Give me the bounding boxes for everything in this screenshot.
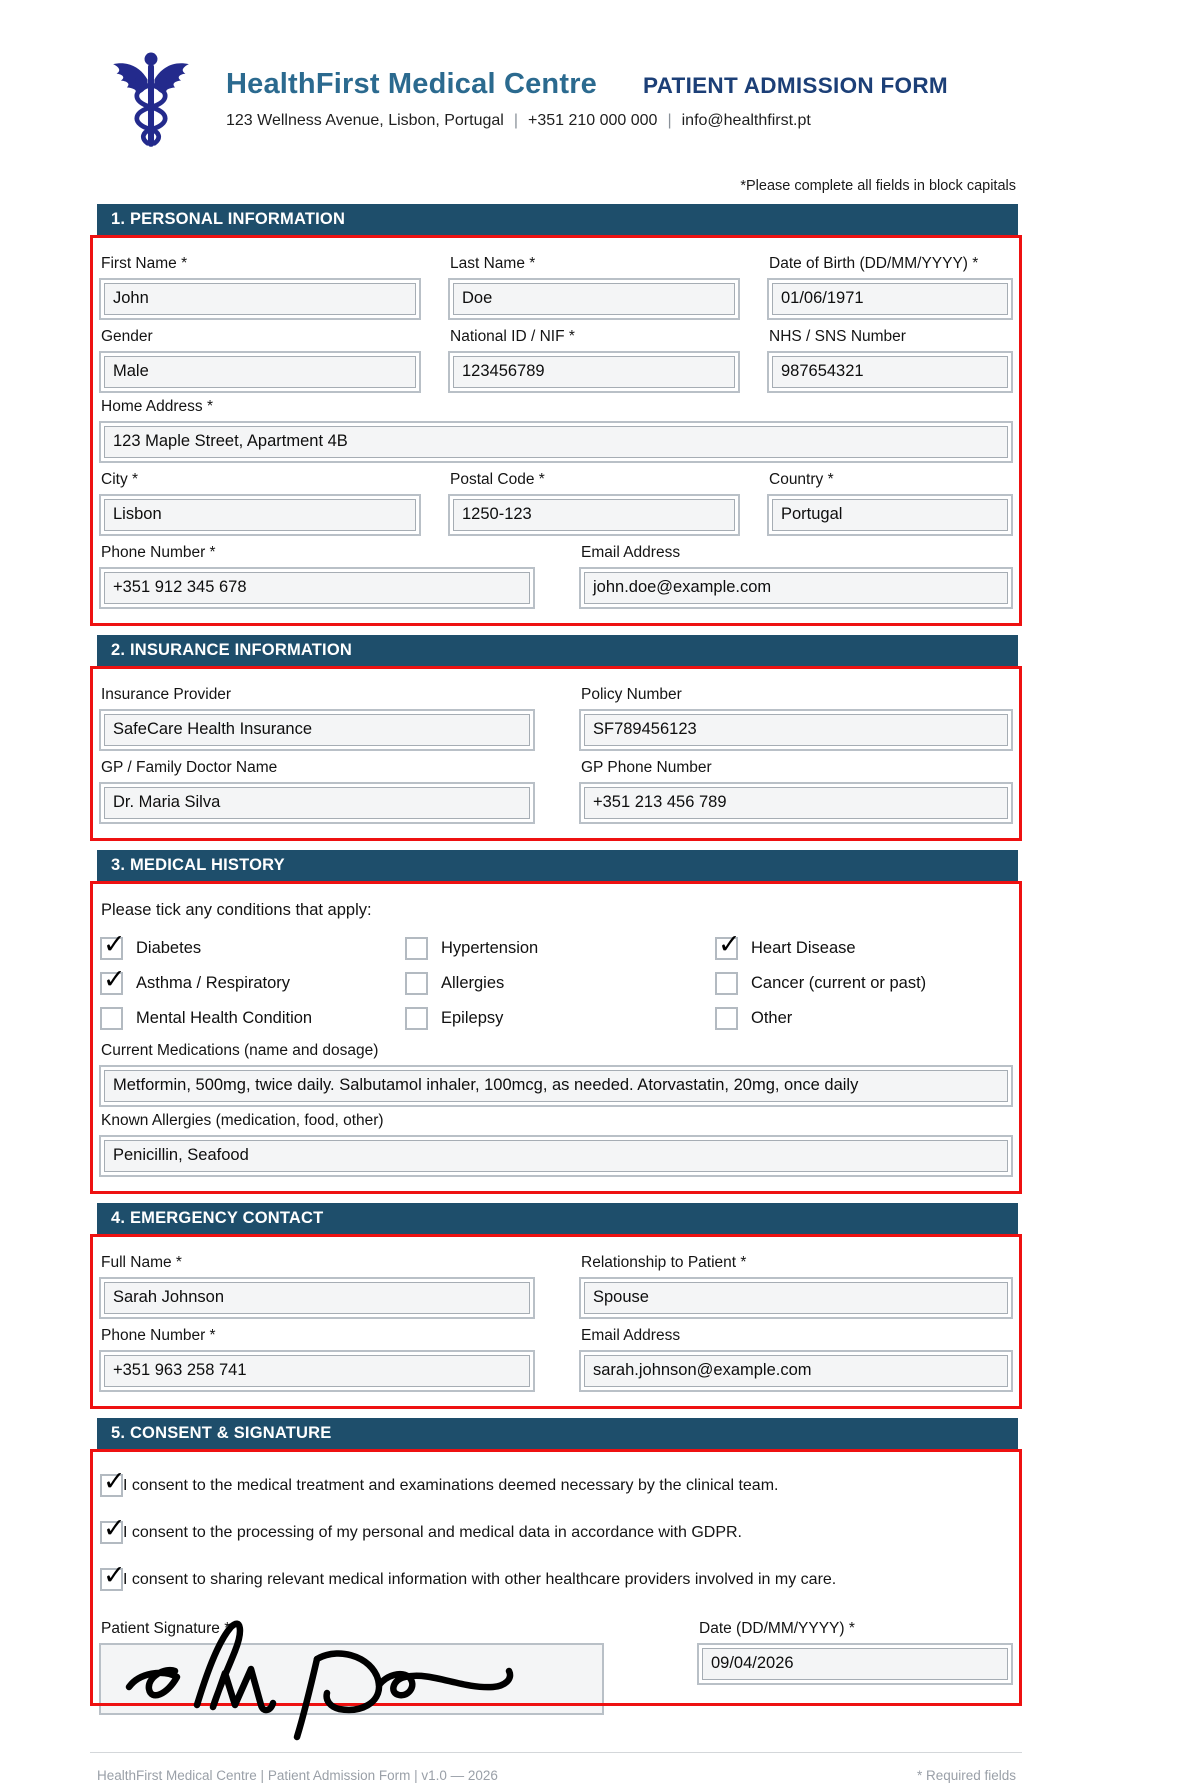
form-masthead xyxy=(108,50,1191,154)
home-address-label: Home Address * xyxy=(101,398,213,415)
field-signature-date xyxy=(697,1615,1013,1703)
date-of-birth-label: Date of Birth (DD/MM/YYYY) * xyxy=(769,255,979,272)
clinic-address: 123 Wellness Avenue, Lisbon, Portugal xyxy=(226,112,504,129)
other-checkbox[interactable] xyxy=(715,1007,738,1030)
section-insurance-body xyxy=(90,666,1022,841)
nhs-number-label: NHS / SNS Number xyxy=(769,328,906,345)
last-name-label: Last Name * xyxy=(450,255,536,272)
national-id-label: National ID / NIF * xyxy=(450,328,575,345)
clinic-phone: +351 210 000 000 xyxy=(527,112,658,129)
field-city xyxy=(99,466,421,536)
consent-text: I consent to the medical treatment and examinations deemed necessary by the clinical team. xyxy=(123,1476,779,1494)
section-personal-header: 1. PERSONAL INFORMATION xyxy=(97,204,1018,235)
emergency-full-name-input[interactable] xyxy=(99,1277,535,1319)
national-id-value[interactable]: 123456789 xyxy=(453,356,735,388)
field-nhs-number xyxy=(767,323,1013,393)
caduceus-logo-svg xyxy=(108,50,194,154)
field-first-name xyxy=(99,250,421,320)
emergency-phone-input[interactable] xyxy=(99,1350,535,1392)
diabetes-checkbox[interactable] xyxy=(100,929,126,960)
gp-name-label: GP / Family Doctor Name xyxy=(101,759,278,776)
policy-number-value[interactable]: SF789456123 xyxy=(584,714,1008,746)
current-medications-label: Current Medications (name and dosage) xyxy=(101,1042,379,1059)
conditions-grid xyxy=(100,929,1013,1030)
gender-input[interactable] xyxy=(99,351,421,393)
brand-line xyxy=(226,68,948,101)
separator: | xyxy=(667,112,672,129)
patient-signature-label: Patient Signature * xyxy=(101,1620,231,1637)
first-name-input[interactable] xyxy=(99,278,421,320)
footer-left-text: HealthFirst Medical Centre | Patient Admission Form | v1.0 — 2026 xyxy=(97,1768,498,1783)
field-national-id xyxy=(448,323,740,393)
heart-disease-checkbox[interactable] xyxy=(715,929,741,960)
known-allergies-label: Known Allergies (medication, food, other) xyxy=(101,1112,384,1129)
section-insurance-information xyxy=(90,635,1022,841)
phone-number-label: Phone Number * xyxy=(101,544,216,561)
consent-text: I consent to the processing of my personal and medical data in accordance with GDPR. xyxy=(123,1523,742,1541)
city-value[interactable]: Lisbon xyxy=(104,499,416,531)
first-name-label: First Name * xyxy=(101,255,188,272)
emergency-email-value[interactable]: sarah.johnson@example.com xyxy=(584,1355,1008,1387)
country-value[interactable]: Portugal xyxy=(772,499,1008,531)
policy-number-input[interactable] xyxy=(579,709,1013,751)
section-emergency-header: 4. EMERGENCY CONTACT xyxy=(97,1203,1018,1234)
field-patient-signature xyxy=(99,1615,604,1703)
checkmark-icon: ✓ xyxy=(103,929,126,959)
insurance-provider-input[interactable] xyxy=(99,709,535,751)
section-insurance-header: 2. INSURANCE INFORMATION xyxy=(97,635,1018,666)
gp-phone-input[interactable] xyxy=(579,782,1013,824)
known-allergies-input[interactable] xyxy=(99,1135,1013,1177)
checkmark-icon: ✓ xyxy=(103,964,126,994)
gender-value[interactable]: Male xyxy=(104,356,416,388)
signature-date-value[interactable]: 09/04/2026 xyxy=(702,1648,1008,1680)
mental-health-checkbox[interactable] xyxy=(100,1007,123,1030)
section-medical-body xyxy=(90,881,1022,1194)
condition-epilepsy[interactable] xyxy=(405,1007,715,1030)
field-phone-number xyxy=(99,539,535,609)
country-label: Country * xyxy=(769,471,834,488)
clinic-name: HealthFirst Medical Centre xyxy=(226,68,598,100)
signature-date-row xyxy=(99,1615,1013,1703)
consent-gdpr-checkbox[interactable] xyxy=(100,1513,126,1544)
email-address-label: Email Address xyxy=(581,544,681,561)
consent-item-sharing[interactable] xyxy=(100,1560,1013,1591)
epilepsy-checkbox[interactable] xyxy=(405,1007,428,1030)
field-gender xyxy=(99,323,421,393)
condition-other[interactable] xyxy=(715,1007,1013,1030)
field-gp-name xyxy=(99,754,535,824)
checkmark-icon: ✓ xyxy=(103,1466,126,1496)
phone-number-input[interactable] xyxy=(99,567,535,609)
asthma-checkbox[interactable] xyxy=(100,964,126,995)
section-personal-body xyxy=(90,235,1022,626)
gp-name-value[interactable]: Dr. Maria Silva xyxy=(104,787,530,819)
condition-asthma-respiratory[interactable] xyxy=(100,964,405,995)
signature-date-input[interactable] xyxy=(697,1643,1013,1685)
national-id-input[interactable] xyxy=(448,351,740,393)
nhs-number-value[interactable]: 987654321 xyxy=(772,356,1008,388)
condition-label: Asthma / Respiratory xyxy=(136,974,291,992)
gp-name-input[interactable] xyxy=(99,782,535,824)
field-policy-number xyxy=(579,681,1013,751)
field-emergency-email xyxy=(579,1322,1013,1392)
clinic-email: info@healthfirst.pt xyxy=(681,112,811,129)
last-name-value[interactable]: Doe xyxy=(453,283,735,315)
consent-item-treatment[interactable] xyxy=(100,1466,1013,1497)
condition-label: Allergies xyxy=(441,974,505,992)
condition-label: Cancer (current or past) xyxy=(751,974,927,992)
patient-signature-field[interactable] xyxy=(99,1643,604,1715)
policy-number-label: Policy Number xyxy=(581,686,682,703)
city-label: City * xyxy=(101,471,139,488)
emergency-email-label: Email Address xyxy=(581,1327,681,1344)
page-footer xyxy=(90,1752,1022,1783)
email-address-input[interactable] xyxy=(579,567,1013,609)
condition-label: Hypertension xyxy=(441,939,539,957)
postal-code-value[interactable]: 1250-123 xyxy=(453,499,735,531)
condition-heart-disease[interactable] xyxy=(715,929,1013,960)
hypertension-checkbox[interactable] xyxy=(405,937,428,960)
condition-allergies[interactable] xyxy=(405,972,715,995)
field-insurance-provider xyxy=(99,681,535,751)
clinic-contact-line xyxy=(226,112,948,130)
signature-date-label: Date (DD/MM/YYYY) * xyxy=(699,1620,855,1637)
condition-label: Mental Health Condition xyxy=(136,1009,313,1027)
phone-number-value[interactable]: +351 912 345 678 xyxy=(104,572,530,604)
emergency-phone-value[interactable]: +351 963 258 741 xyxy=(104,1355,530,1387)
section-medical-header: 3. MEDICAL HISTORY xyxy=(97,850,1018,881)
header-text-block xyxy=(226,50,948,130)
current-medications-value[interactable]: Metformin, 500mg, twice daily. Salbutamol inhaler, 100mcg, as needed. Atorvastatin, 20mg, once daily xyxy=(104,1070,1008,1102)
country-input[interactable] xyxy=(767,494,1013,536)
field-date-of-birth xyxy=(767,250,1013,320)
condition-diabetes[interactable] xyxy=(100,929,405,960)
condition-label: Diabetes xyxy=(136,939,202,957)
known-allergies-value[interactable]: Penicillin, Seafood xyxy=(104,1140,1008,1172)
section-emergency-body xyxy=(90,1234,1022,1409)
condition-hypertension[interactable] xyxy=(405,937,715,960)
first-name-value[interactable]: John xyxy=(104,283,416,315)
condition-label: Other xyxy=(751,1009,793,1027)
field-known-allergies xyxy=(99,1112,1013,1177)
consent-item-gdpr[interactable] xyxy=(100,1513,1013,1544)
section-medical-history xyxy=(90,850,1022,1194)
field-emergency-phone xyxy=(99,1322,535,1392)
email-address-value[interactable]: john.doe@example.com xyxy=(584,572,1008,604)
gp-phone-value[interactable]: +351 213 456 789 xyxy=(584,787,1008,819)
section-emergency-contact xyxy=(90,1203,1022,1409)
field-email-address xyxy=(579,539,1013,609)
home-address-input[interactable] xyxy=(99,421,1013,463)
field-country xyxy=(767,466,1013,536)
checkmark-icon: ✓ xyxy=(718,929,741,959)
section-consent-header: 5. CONSENT & SIGNATURE xyxy=(97,1418,1018,1449)
nhs-number-input[interactable] xyxy=(767,351,1013,393)
section-personal-information xyxy=(90,204,1022,626)
consent-treatment-checkbox[interactable] xyxy=(100,1466,126,1497)
condition-label: Epilepsy xyxy=(441,1009,504,1027)
date-of-birth-value[interactable]: 01/06/1971 xyxy=(772,283,1008,315)
gp-phone-label: GP Phone Number xyxy=(581,759,712,776)
allergies-checkbox[interactable] xyxy=(405,972,428,995)
relationship-label: Relationship to Patient * xyxy=(581,1254,747,1271)
conditions-instruction: Please tick any conditions that apply: xyxy=(101,901,372,919)
postal-code-label: Postal Code * xyxy=(450,471,545,488)
block-capitals-note: *Please complete all fields in block capitals xyxy=(740,178,1016,194)
footer-required-note: * Required fields xyxy=(916,1768,1016,1783)
field-home-address xyxy=(99,398,1013,463)
postal-code-input[interactable] xyxy=(448,494,740,536)
field-emergency-full-name xyxy=(99,1249,535,1319)
current-medications-input[interactable] xyxy=(99,1065,1013,1107)
emergency-full-name-value[interactable]: Sarah Johnson xyxy=(104,1282,530,1314)
separator: | xyxy=(513,112,518,129)
page-title: PATIENT ADMISSION FORM xyxy=(643,73,948,98)
section-consent-signature xyxy=(90,1418,1022,1706)
emergency-email-input[interactable] xyxy=(579,1350,1013,1392)
condition-label: Heart Disease xyxy=(751,939,856,957)
emergency-phone-label: Phone Number * xyxy=(101,1327,216,1344)
date-of-birth-input[interactable] xyxy=(767,278,1013,320)
condition-mental-health[interactable] xyxy=(100,1007,405,1030)
relationship-input[interactable] xyxy=(579,1277,1013,1319)
city-input[interactable] xyxy=(99,494,421,536)
field-postal-code xyxy=(448,466,740,536)
field-current-medications xyxy=(99,1042,1013,1107)
field-last-name xyxy=(448,250,740,320)
consent-text: I consent to sharing relevant medical information with other healthcare providers involved in my care. xyxy=(123,1570,837,1588)
checkmark-icon: ✓ xyxy=(103,1560,126,1590)
home-address-value[interactable]: 123 Maple Street, Apartment 4B xyxy=(104,426,1008,458)
section-consent-body xyxy=(90,1449,1022,1706)
last-name-input[interactable] xyxy=(448,278,740,320)
checkmark-icon: ✓ xyxy=(103,1513,126,1543)
signature-handwriting xyxy=(101,1615,606,1745)
relationship-value[interactable]: Spouse xyxy=(584,1282,1008,1314)
emergency-full-name-label: Full Name * xyxy=(101,1254,182,1271)
field-relationship xyxy=(579,1249,1013,1319)
cancer-checkbox[interactable] xyxy=(715,972,738,995)
caduceus-logo-icon xyxy=(108,50,194,154)
insurance-provider-value[interactable]: SafeCare Health Insurance xyxy=(104,714,530,746)
field-gp-phone xyxy=(579,754,1013,824)
condition-cancer[interactable] xyxy=(715,972,1013,995)
consent-sharing-checkbox[interactable] xyxy=(100,1560,126,1591)
insurance-provider-label: Insurance Provider xyxy=(101,686,232,703)
gender-label: Gender xyxy=(101,328,153,345)
